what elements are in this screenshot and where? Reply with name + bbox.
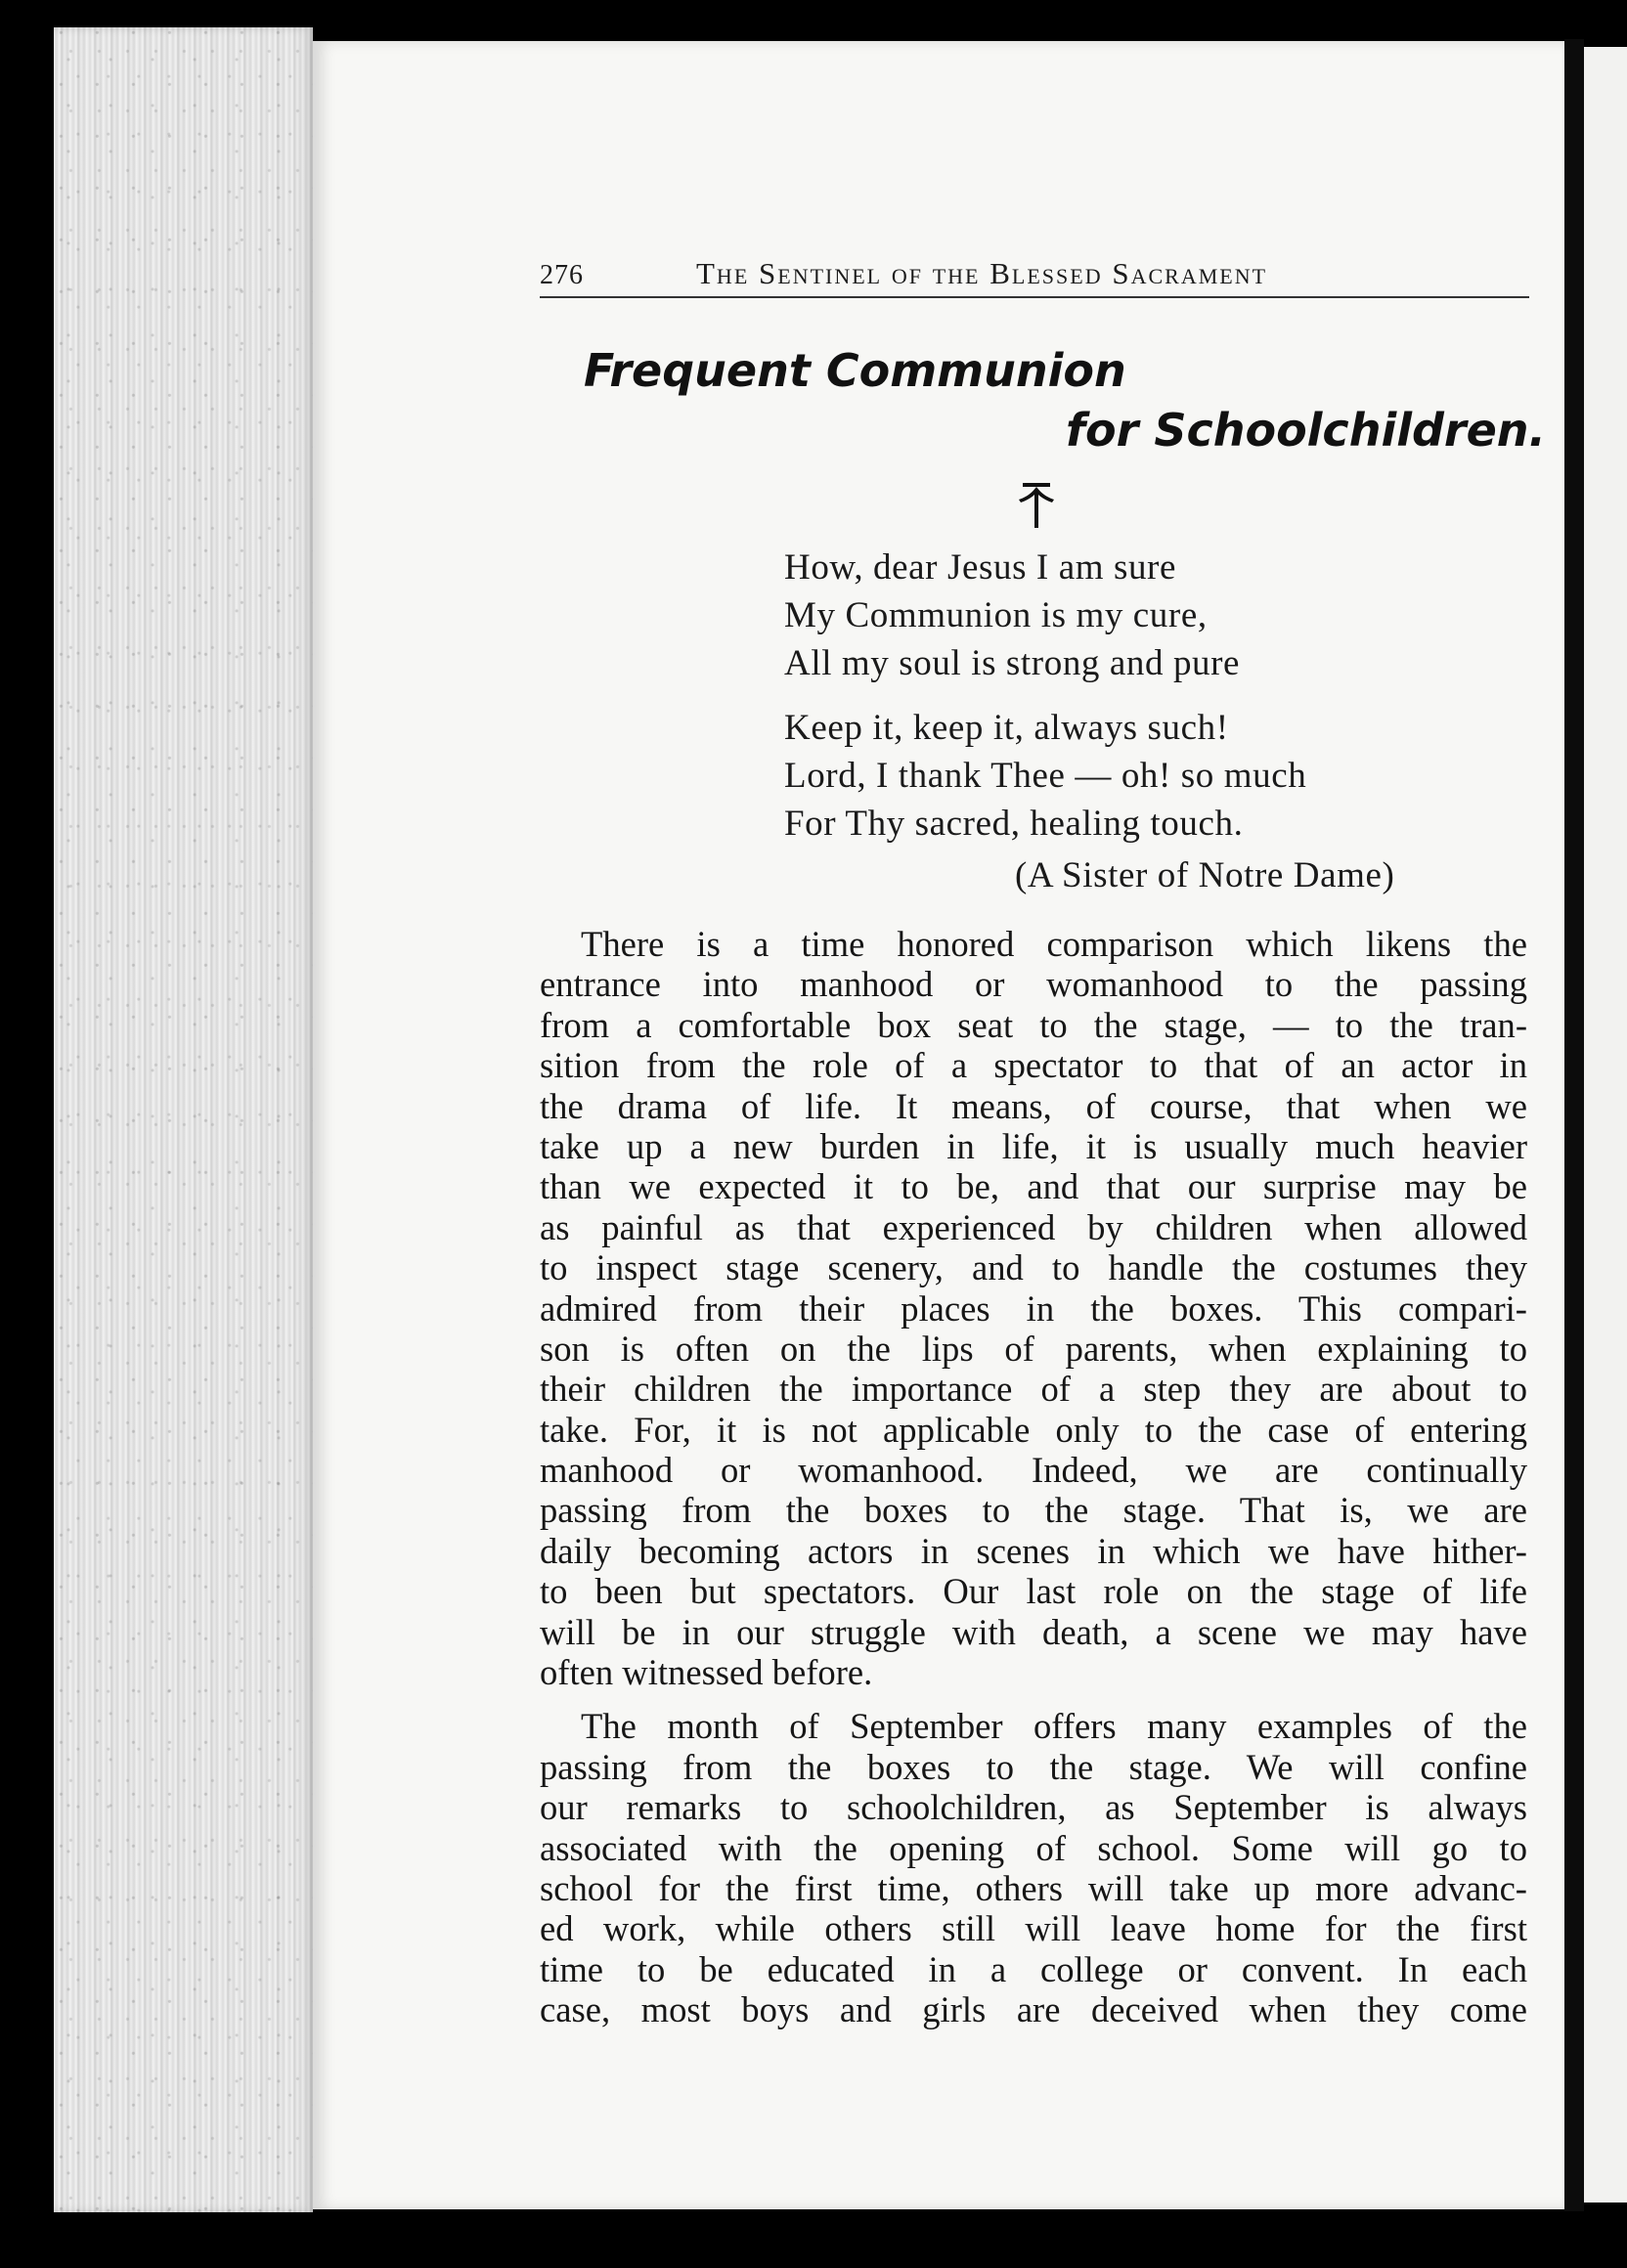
poem-line: For Thy sacred, healing touch. (784, 804, 1244, 844)
text-line: take up a new burden in life, it is usually much heavier (540, 1125, 1527, 1166)
poem (784, 544, 1508, 848)
text-line: manhood or womanhood. Indeed, we are continually (540, 1450, 1527, 1491)
text-line: case, most boys and girls are deceived when they come (540, 1989, 1527, 2030)
text-line: entrance into manhood or womanhood to the passing (540, 964, 1527, 1005)
page-gutter-shadow (1564, 39, 1584, 2211)
poem-line: My Communion is my cure, (784, 595, 1208, 635)
text-line: son is often on the lips of parents, when explaining to (540, 1328, 1527, 1369)
text-line: to been but spectators. Our last role on the stage of life (540, 1571, 1527, 1612)
header-rule (540, 296, 1529, 298)
text-line: the drama of life. It means, of course, that when we (540, 1085, 1527, 1126)
text-line: often witnessed before. (540, 1652, 873, 1693)
poem-stanza (784, 704, 1508, 848)
page-number: 276 (540, 260, 584, 290)
text-line: time to be educated in a college or convent. In each (540, 1948, 1527, 1989)
book-page-edges (54, 27, 313, 2212)
text-line: their children the importance of a step they are about to (540, 1369, 1527, 1410)
text-line: school for the first time, others will take up more advanc- (540, 1867, 1527, 1908)
article-body (540, 924, 1527, 2030)
text-line: take. For, it is not applicable only to the case of entering (540, 1409, 1527, 1450)
poem-stanza (784, 544, 1508, 687)
text-line: associated with the opening of school. Some will go to (540, 1827, 1527, 1868)
poem-line: Keep it, keep it, always such! (784, 708, 1229, 748)
running-head (540, 256, 1527, 295)
text-line: sition from the role of a spectator to that of an actor in (540, 1045, 1527, 1086)
cross-icon (1017, 481, 1056, 530)
paragraph (540, 1706, 1527, 2029)
text-line: from a comfortable box seat to the stage, — to the tran- (540, 1004, 1527, 1045)
text-line: will be in our struggle with death, a scene we may have (540, 1611, 1527, 1652)
text-line: daily becoming actors in scenes in which we have hither- (540, 1530, 1527, 1571)
text-line: There is a time honored comparison which likens the (581, 924, 1527, 964)
text-line: passing from the boxes to the stage. We will confine (540, 1746, 1527, 1787)
article-title-line-1: Frequent Communion (584, 344, 1126, 397)
text-line: admired from their places in the boxes. This compari- (540, 1287, 1527, 1329)
journal-title: The Sentinel of the Blessed Sacrament (696, 256, 1268, 290)
poem-line: How, dear Jesus I am sure (784, 547, 1176, 588)
text-line: passing from the boxes to the stage. That is, we are (540, 1490, 1527, 1531)
poem-line: Lord, I thank Thee — oh! so much (784, 756, 1307, 796)
text-line: our remarks to schoolchildren, as September is always (540, 1787, 1527, 1828)
text-line: as painful as that experienced by children when allowed (540, 1206, 1527, 1247)
text-line: than we expected it to be, and that our surprise may be (540, 1166, 1527, 1207)
text-line: The month of September offers many examples of the (581, 1706, 1527, 1747)
text-line: ed work, while others still will leave home for the first (540, 1908, 1527, 1949)
paragraph (540, 924, 1527, 1692)
poem-attribution: (A Sister of Notre Dame) (1015, 855, 1395, 895)
facing-page-edge (1584, 47, 1627, 2203)
poem-line: All my soul is strong and pure (784, 643, 1241, 683)
article-title-line-2: for Schoolchildren. (1066, 404, 1547, 457)
text-line: to inspect stage scenery, and to handle the costumes they (540, 1247, 1527, 1288)
